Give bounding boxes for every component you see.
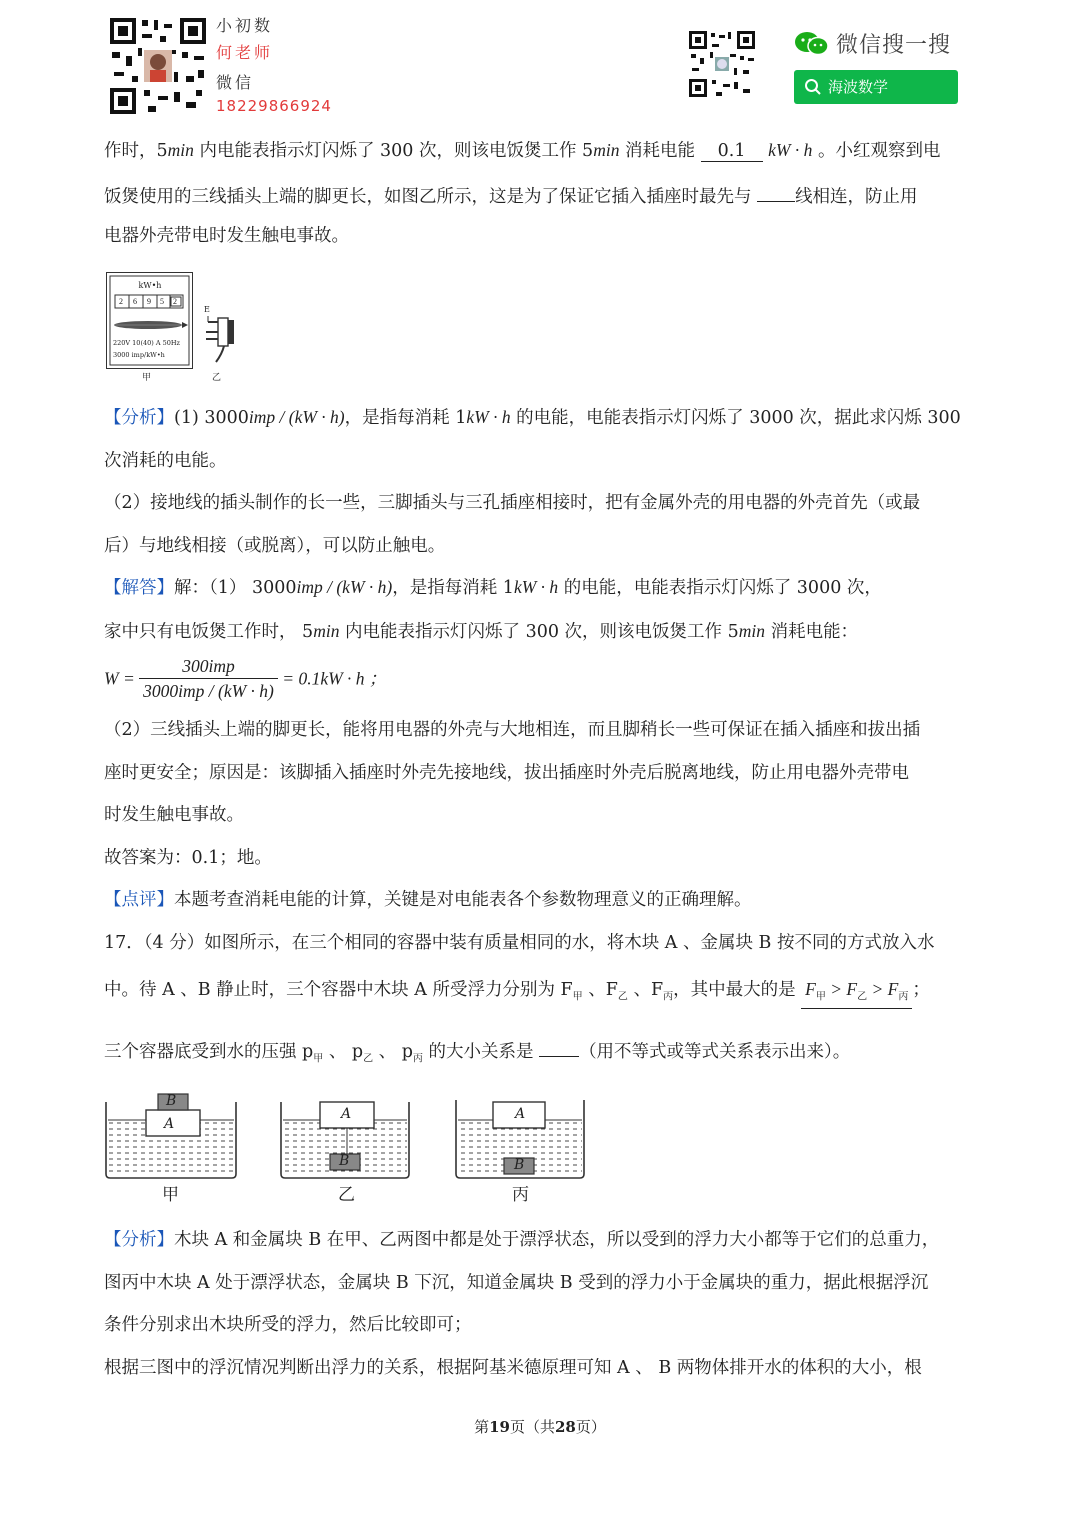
q17-line-1: 17．（4 分）如图所示，在三个相同的容器中装有质量相同的水，将木块 A 、金属块 B 按不同的方式放入水 (104, 933, 935, 953)
q17-line-3: 三个容器底受到水的压强 $p_甲$ 、 $p_乙$ 、 $p_丙$ 的大小关系是 （用不等式或等式关系表示出来）。 (104, 1036, 850, 1072)
answer-blank-2 (757, 181, 795, 202)
wechat-icon (794, 30, 830, 58)
search-icon (804, 78, 822, 96)
block-b-label-jia: B (166, 1093, 177, 1109)
block-a-label-yi: A (341, 1106, 352, 1122)
label-yi: 乙 (212, 373, 222, 383)
comment-tag: 【点评】 (104, 890, 174, 910)
analysis16-line-1: 【分析】(1) 3000imp / (kW · h)，是指每消耗 1kW · h 的电能，电能表指示灯闪烁了 3000 次，据此求闪烁 300 (104, 407, 961, 428)
block-b-label-bing: B (514, 1157, 525, 1173)
analysis17-tag: 【分析】 (104, 1230, 174, 1250)
page-footer: 第19页（共28页） (474, 1418, 606, 1436)
plug-label-e: E (204, 305, 210, 314)
handwritten-line-3: 微信 (216, 73, 255, 92)
block-b-label-yi: B (339, 1153, 350, 1169)
page-total: 28 (555, 1418, 576, 1436)
search-button[interactable] (794, 70, 958, 104)
wechat-search-title: 微信搜一搜 (836, 33, 952, 58)
caption-jia: 甲 (162, 1185, 179, 1205)
caption-yi: 乙 (338, 1185, 355, 1205)
label-jia: 甲 (142, 373, 152, 383)
analysis17-line-1: 【分析】木块 A 和金属块 B 在甲、乙两图中都是处于漂浮状态，所以受到的浮力大小都等于它们的总重力， (104, 1230, 940, 1250)
q16-line-2: 饭煲使用的三线插头上端的脚更长，如图乙所示，这是为了保证它插入插座时最先与 线相连，防止用 (104, 181, 918, 209)
q16-line-1: 作时，5min 内电能表指示灯闪烁了 300 次，则该电饭煲工作 5min 消耗电能 0.1 kW · h 。小红观察到电 (104, 140, 941, 161)
answer16-line-5: 时发生触电事故。 (104, 805, 244, 825)
block-a-label-jia: A (164, 1116, 175, 1132)
analysis17-line-2: 图丙中木块 A 处于漂浮状态，金属块 B 下沉，知道金属块 B 受到的浮力小于金属块的重力，据此根据浮沉 (104, 1273, 929, 1293)
three-pin-plug-drawing (202, 306, 242, 368)
meter-spec-2: 3000 imp/kW•h (113, 351, 165, 359)
meter-unit: kW•h (138, 281, 162, 290)
meter-figure: kW•h 2 6 9 5 2 220V 10(40) A 50Hz 3000 imp/kW•h 甲 E 乙 (106, 272, 246, 382)
comment16-line: 【点评】本题考查消耗电能的计算，关键是对电能表各个参数物理意义的正确理解。 (104, 890, 752, 910)
answer16-line-1: 【解答】解：（1） 3000imp / (kW · h)，是指每消耗 1kW · h 的电能，电能表指示灯闪烁了 3000 次， (104, 577, 882, 598)
meter-spec-1: 220V 10(40) A 50Hz (113, 339, 180, 347)
q17-line-2: 中。待 A 、B 静止时，三个容器中木块 A 所受浮力分别为 $F_甲$ 、$F_乙$ 、$F_丙$，其中最大的是 $F_甲 > F_乙 > F_丙$ ； (104, 978, 930, 1010)
answer-tag: 【解答】 (104, 578, 174, 598)
qr-code-right (688, 30, 756, 98)
block-a-label-bing: A (515, 1106, 526, 1122)
q16-line-3: 电器外壳带电时发生触电事故。 (104, 226, 349, 246)
answer16-line-2: 家中只有电饭煲工作时， 5min 内电能表指示灯闪烁了 300 次，则该电饭煲工作 5min 消耗电能： (104, 621, 859, 642)
equation-fraction: $\frac{\text{300imp}}{\text{3000imp / (kW · h)}}$ (139, 654, 278, 703)
qr-code-left (108, 16, 208, 116)
handwritten-line-1: 小初数 (216, 16, 274, 35)
answer-blank-1: 0.1 (701, 141, 763, 162)
analysis-tag: 【分析】 (104, 408, 174, 428)
phone-number: 18229866924 (216, 97, 332, 115)
answer16-final: 故答案为：0.1；地。 (104, 848, 272, 868)
search-button-label: 海波数学 (828, 78, 889, 96)
answer16-line-4: 座时更安全；原因是：该脚插入插座时外壳先接地线，拔出插座时外壳后脱离地线，防止用电器外壳带电 (104, 763, 909, 783)
answer16-line-3: （2）三线插头上端的脚更长，能将用电器的外壳与大地相连，而且脚稍长一些可保证在插入插座和拔出插 (104, 720, 921, 740)
analysis16-line-3: （2）接地线的插头制作的长一些，三脚插头与三孔插座相接时，把有金属外壳的用电器的外壳首先（或最 (104, 493, 921, 513)
analysis16-line-4: 后）与地线相接（或脱离），可以防止触电。 (104, 536, 446, 556)
answer-blank-3: $F_甲 > F_乙 > F_丙$ (801, 979, 912, 1009)
answer-blank-4 (539, 1036, 579, 1057)
analysis17-line-4: 根据三图中的浮沉情况判断出浮力的关系，根据阿基米德原理可知 A 、 B 两物体排开水的体积的大小，根 (104, 1358, 922, 1378)
analysis17-line-3: 条件分别求出木块所受的浮力，然后比较即可； (104, 1315, 472, 1335)
caption-bing: 丙 (512, 1185, 529, 1205)
analysis16-line-2: 次消耗的电能。 (104, 451, 227, 471)
handwritten-line-2: 何老师 (216, 43, 274, 62)
energy-equation: W = $\frac{\text{300imp}}{\text{3000imp / (kW · h)}}$ = 0.1kW · h ； (104, 656, 387, 701)
page-number: 19 (489, 1418, 510, 1436)
